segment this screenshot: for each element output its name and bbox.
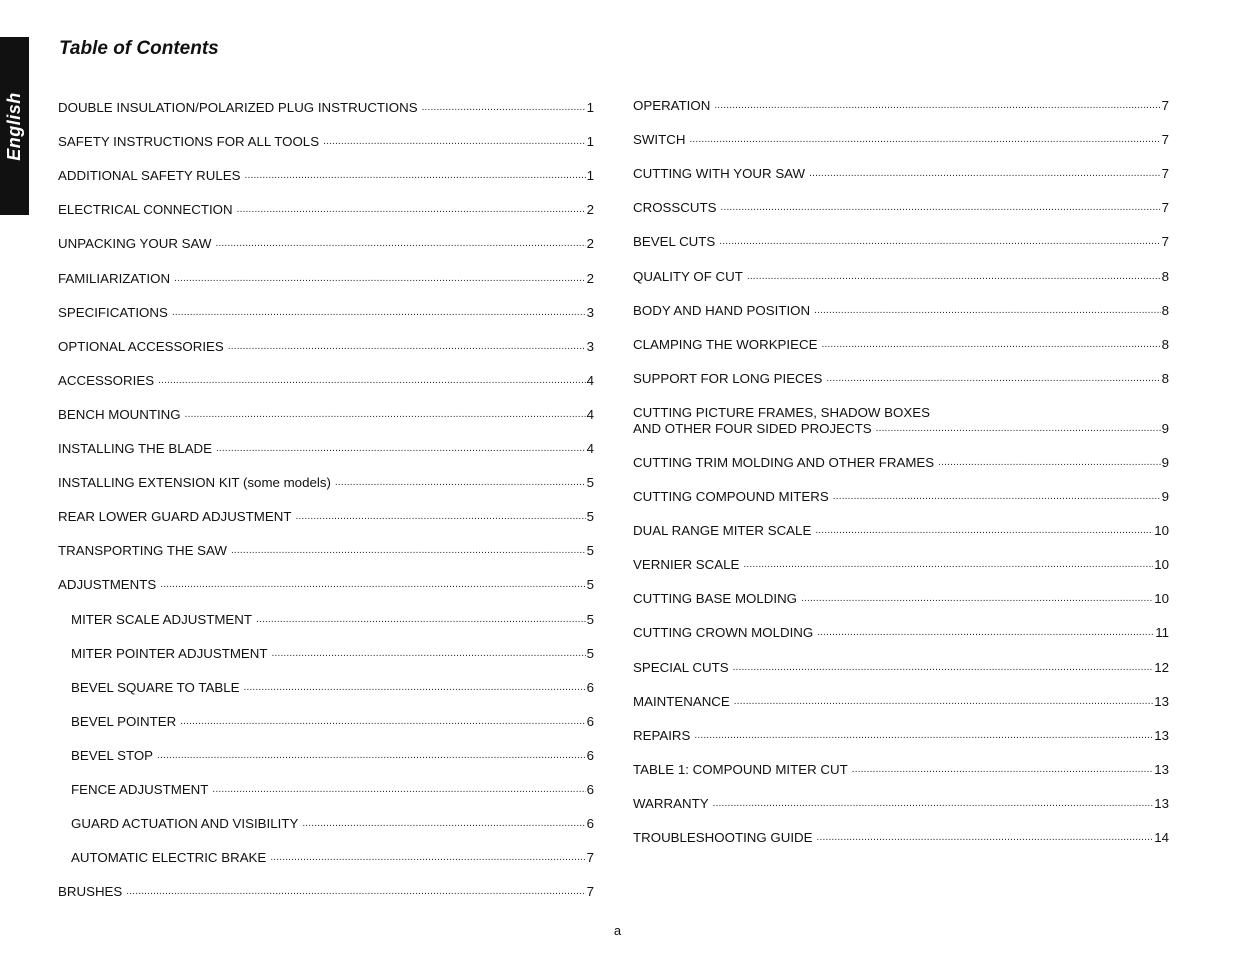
toc-subentry[interactable] — [58, 662, 594, 696]
toc-entry-page: 10 — [1154, 557, 1169, 573]
page-number: a — [613, 923, 622, 938]
toc-entry[interactable] — [633, 573, 1169, 607]
toc-entry-page: 1 — [586, 100, 594, 116]
toc-entry-page: 10 — [1154, 523, 1169, 539]
toc-entry-label: CLAMPING THE WORKPIECE — [633, 336, 818, 352]
toc-subentry[interactable] — [58, 832, 594, 866]
toc-entry-label: MAINTENANCE — [633, 693, 730, 709]
toc-entry[interactable] — [58, 218, 594, 252]
toc-entry-page: 5 — [586, 645, 594, 661]
toc-entry-label: REPAIRS — [633, 727, 691, 743]
toc-entry-label: CUTTING BASE MOLDING — [633, 591, 798, 607]
toc-entry[interactable] — [58, 287, 594, 321]
toc-entry-label: WARRANTY — [633, 795, 709, 811]
toc-entry-page: 7 — [1161, 132, 1169, 148]
toc-entry[interactable] — [58, 150, 594, 184]
toc-entry-page: 8 — [1161, 268, 1169, 284]
toc-entry[interactable] — [633, 114, 1169, 148]
toc-entry-label: SPECIFICATIONS — [58, 304, 168, 320]
toc-entry[interactable] — [633, 353, 1169, 387]
toc-entry-page: 2 — [586, 236, 594, 252]
toc-entry-page: 5 — [586, 611, 594, 627]
toc-entry[interactable] — [58, 82, 594, 116]
toc-entry-label: CROSSCUTS — [633, 200, 717, 216]
toc-entry-label: ADJUSTMENTS — [58, 577, 157, 593]
toc-entry-page: 13 — [1154, 795, 1169, 811]
toc-entry[interactable] — [58, 184, 594, 218]
toc-entry-label: CUTTING CROWN MOLDING — [633, 625, 814, 641]
toc-entry-label: BRUSHES — [58, 884, 123, 900]
toc-entry-label: TRANSPORTING THE SAW — [58, 543, 227, 559]
toc-subentry[interactable] — [58, 764, 594, 798]
toc-entry[interactable] — [633, 80, 1169, 114]
toc-entry-page: 9 — [1161, 454, 1169, 470]
toc-entry[interactable] — [58, 525, 594, 559]
toc-entry-page: 9 — [1161, 420, 1169, 436]
toc-entry-label: INSTALLING EXTENSION KIT (some models) — [58, 475, 331, 491]
toc-entry-page: 5 — [586, 509, 594, 525]
toc-entry-page: 9 — [1161, 489, 1169, 505]
toc-entry[interactable] — [633, 744, 1169, 778]
toc-entry[interactable] — [633, 641, 1169, 675]
toc-entry-label: SPECIAL CUTS — [633, 659, 729, 675]
toc-entry-page: 4 — [586, 441, 594, 457]
toc-entry-label: CUTTING TRIM MOLDING AND OTHER FRAMES — [633, 454, 935, 470]
toc-entry-page: 14 — [1154, 829, 1169, 845]
toc-entry-page: 4 — [586, 372, 594, 388]
toc-entry[interactable] — [633, 812, 1169, 846]
toc-entry-page: 5 — [586, 577, 594, 593]
toc-entry[interactable] — [58, 866, 594, 900]
toc-entry-page: 7 — [1161, 166, 1169, 182]
toc-entry-label: REAR LOWER GUARD ADJUSTMENT — [58, 509, 292, 525]
toc-entry-label-line1: CUTTING PICTURE FRAMES, SHADOW BOXES — [633, 404, 930, 420]
toc-entry[interactable] — [633, 250, 1169, 284]
page-title: Table of Contents — [59, 38, 219, 59]
toc-entry-label: FAMILIARIZATION — [58, 270, 171, 286]
toc-entry[interactable] — [633, 319, 1169, 353]
toc-entry-page: 7 — [1161, 98, 1169, 114]
toc-entry-label: OPERATION — [633, 98, 711, 114]
toc-entry-page: 3 — [586, 338, 594, 354]
toc-entry-label: SWITCH — [633, 132, 686, 148]
toc-entry[interactable] — [633, 285, 1169, 319]
toc-entry-label: VERNIER SCALE — [633, 557, 740, 573]
toc-entry-label: UNPACKING YOUR SAW — [58, 236, 212, 252]
toc-entry-label: DUAL RANGE MITER SCALE — [633, 523, 812, 539]
toc-entry-label: INSTALLING THE BLADE — [58, 441, 212, 457]
toc-entry-label: QUALITY OF CUT — [633, 268, 743, 284]
toc-entry-label: ACCESSORIES — [58, 372, 155, 388]
toc-entry-label: TABLE 1: COMPOUND MITER CUT — [633, 761, 848, 777]
toc-subentry[interactable] — [58, 696, 594, 730]
toc-entry-label: BODY AND HAND POSITION — [633, 302, 811, 318]
toc-entry-label: CUTTING WITH YOUR SAW — [633, 166, 806, 182]
toc-entry-page: 2 — [586, 270, 594, 286]
toc-entry-page: 8 — [1161, 302, 1169, 318]
toc-entry-page: 6 — [586, 781, 594, 797]
toc-entry[interactable] — [58, 559, 594, 593]
toc-entry-page: 3 — [586, 304, 594, 320]
toc-entry[interactable] — [633, 607, 1169, 641]
toc-entry-page: 1 — [586, 134, 594, 150]
toc-entry-label: TROUBLESHOOTING GUIDE — [633, 829, 813, 845]
toc-entry[interactable] — [58, 457, 594, 491]
toc-entry-label: MITER SCALE ADJUSTMENT — [71, 611, 253, 627]
toc-entry-page: 8 — [1161, 370, 1169, 386]
language-tab — [0, 37, 29, 215]
toc-entry-page: 5 — [586, 475, 594, 491]
toc-entry-label: CUTTING COMPOUND MITERS — [633, 489, 829, 505]
toc-entry-page: 7 — [586, 884, 594, 900]
toc-entry-label: ELECTRICAL CONNECTION — [58, 202, 233, 218]
toc-entry[interactable] — [633, 437, 1169, 471]
toc-entry[interactable] — [633, 539, 1169, 573]
toc-entry-label: BEVEL CUTS — [633, 234, 716, 250]
toc-entry-page: 6 — [586, 816, 594, 832]
toc-entry-page: 7 — [1161, 200, 1169, 216]
toc-entry[interactable] — [58, 321, 594, 355]
toc-entry-label: AND OTHER FOUR SIDED PROJECTS — [633, 420, 872, 436]
toc-entry[interactable] — [58, 389, 594, 423]
toc-entry-page: 1 — [586, 168, 594, 184]
language-tab-label: English — [4, 91, 25, 161]
toc-entry-label: MITER POINTER ADJUSTMENT — [71, 645, 268, 661]
toc-entry-label: SUPPORT FOR LONG PIECES — [633, 370, 823, 386]
toc-entry[interactable] — [58, 423, 594, 457]
toc-entry-label: BENCH MOUNTING — [58, 406, 181, 422]
toc-entry-page: 6 — [586, 679, 594, 695]
toc-entry-page: 13 — [1154, 727, 1169, 743]
toc-entry-page: 8 — [1161, 336, 1169, 352]
toc-entry[interactable] — [633, 387, 1169, 437]
toc-subentry[interactable] — [58, 730, 594, 764]
toc-entry-page: 5 — [586, 543, 594, 559]
toc-entry-label: AUTOMATIC ELECTRIC BRAKE — [71, 850, 267, 866]
toc-subentry[interactable] — [58, 798, 594, 832]
toc-entry[interactable] — [58, 491, 594, 525]
toc-entry[interactable] — [633, 778, 1169, 812]
toc-entry-page: 6 — [586, 747, 594, 763]
toc-entry-label: BEVEL STOP — [71, 747, 154, 763]
toc-entry-label: FENCE ADJUSTMENT — [71, 781, 209, 797]
toc-entry-page: 12 — [1154, 659, 1169, 675]
toc-entry-page: 2 — [586, 202, 594, 218]
toc-entry[interactable] — [633, 148, 1169, 182]
toc-subentry[interactable] — [58, 628, 594, 662]
toc-entry[interactable] — [633, 216, 1169, 250]
toc-right-column — [633, 80, 1169, 846]
toc-entry[interactable] — [633, 676, 1169, 710]
toc-entry-page: 13 — [1154, 761, 1169, 777]
toc-entry[interactable] — [633, 710, 1169, 744]
toc-entry-label: ADDITIONAL SAFETY RULES — [58, 168, 241, 184]
toc-entry-label: BEVEL POINTER — [71, 713, 177, 729]
toc-entry-page: 7 — [1161, 234, 1169, 250]
toc-entry-label: GUARD ACTUATION AND VISIBILITY — [71, 816, 299, 832]
toc-subentry[interactable] — [58, 593, 594, 627]
toc-entry[interactable] — [58, 252, 594, 286]
toc-entry-label: SAFETY INSTRUCTIONS FOR ALL TOOLS — [58, 134, 320, 150]
toc-entry[interactable] — [633, 471, 1169, 505]
toc-entry-page: 7 — [586, 850, 594, 866]
toc-entry[interactable] — [58, 116, 594, 150]
toc-entry[interactable] — [633, 182, 1169, 216]
toc-entry-page: 4 — [586, 406, 594, 422]
toc-entry-label: DOUBLE INSULATION/POLARIZED PLUG INSTRUCTIONS — [58, 100, 418, 116]
toc-entry-page: 6 — [586, 713, 594, 729]
toc-entry-page: 13 — [1154, 693, 1169, 709]
toc-entry-label: OPTIONAL ACCESSORIES — [58, 338, 224, 354]
toc-entry-page: 11 — [1155, 625, 1169, 641]
toc-left-column — [58, 82, 594, 900]
toc-entry-label: BEVEL SQUARE TO TABLE — [71, 679, 240, 695]
toc-entry-page: 10 — [1154, 591, 1169, 607]
toc-entry[interactable] — [58, 355, 594, 389]
toc-entry[interactable] — [633, 505, 1169, 539]
